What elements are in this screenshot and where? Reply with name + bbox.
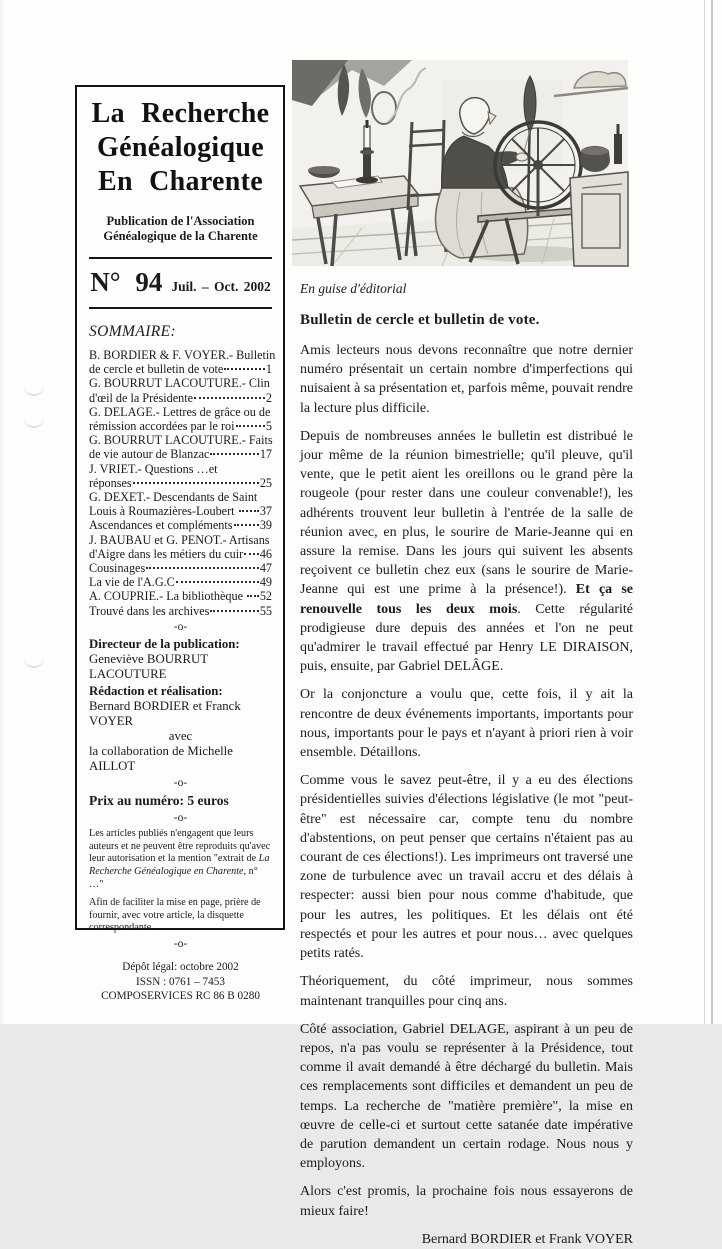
toc-line: B. BORDIER & F. VOYER.- Bulletin (89, 348, 276, 362)
editorial-paragraph: Amis lecteurs nous devons reconnaître que notre dernier numéro présentait un certain nombre d'imperfections qui nuisaient à sa présentation et, parfois même, pouvait rendre la lecture plus difficile. (300, 343, 633, 416)
toc-line: A. COUPRIE.- La bibliothèque 52 (89, 589, 272, 604)
hole-punch-mark (24, 650, 44, 668)
toc-page-number: 49 (259, 575, 272, 590)
depot-legal: Dépôt légal: octobre 2002 (122, 961, 239, 974)
toc-line: J. VRIET.- Questions …et (89, 461, 218, 476)
toc-line: rémission accordées par le roi 5 (89, 419, 272, 434)
toc-line: G. DELAGE.- Lettres de grâce ou de (89, 404, 271, 419)
redaction-names: Bernard BORDIER et Franck VOYER (89, 698, 241, 728)
director-label: Directeur de la publication: (89, 636, 240, 651)
section-separator: -o- (173, 938, 188, 951)
scan-right-edge (704, 0, 705, 1024)
toc-line: J. BAUBAU et G. PENOT.- Artisans (89, 532, 270, 547)
toc-line: Louis à Roumazières-Loubert 37 (89, 504, 272, 519)
scan-left-edge (0, 0, 3, 1024)
diskette-note: Afin de faciliter la mise en page, prière de fournir, avec votre article, la disquette correspondante. (89, 896, 261, 934)
editorial-headline: Bulletin de cercle et bulletin de vote. (300, 312, 540, 328)
toc-line: d'œil de la Présidente 2 (89, 390, 272, 405)
divider (89, 307, 272, 309)
journal-subtitle: Publication de l'Association Généalogique de la Charente (103, 214, 258, 243)
journal-title (89, 97, 272, 199)
toc-page-number: 5 (265, 419, 272, 434)
toc-dot-leader (234, 524, 259, 526)
toc-dot-leader (194, 397, 265, 399)
toc-page-number: 17 (259, 447, 272, 462)
editorial-illustration (292, 60, 628, 266)
redaction-label: Rédaction et réalisation: (89, 683, 223, 698)
hole-punch-mark (24, 410, 44, 428)
toc-dot-leader (133, 482, 259, 484)
toc-dot-leader (210, 453, 258, 455)
legal-notice: Les articles publiés n'engagent que leurs auteurs et ne peuvent être reproduits qu'avec leur autorisation et la mention "extrait de La Recherche Généalogique en Charente, n° …" (89, 827, 271, 891)
sommaire-list (89, 348, 276, 618)
toc-dot-leader (146, 567, 259, 569)
toc-line: G. BOURRUT LACOUTURE.- Faits (89, 433, 273, 448)
toc-line: réponses 25 (89, 475, 272, 490)
director-name: Geneviève BOURRUT LACOUTURE (89, 651, 208, 681)
redaction-avec: avec (168, 728, 193, 743)
section-separator: -o- (173, 811, 188, 824)
compo: COMPOSERVICES RC 86 B 0280 (101, 990, 260, 1003)
toc-dot-leader (247, 595, 259, 597)
price-line: Prix au numéro: 5 euros (89, 792, 229, 808)
toc-dot-leader (244, 553, 259, 555)
toc-line: G. BOURRUT LACOUTURE.- Clin (89, 376, 270, 391)
issn: ISSN : 0761 – 7453 (136, 975, 225, 988)
section-separator: -o- (173, 776, 188, 789)
editorial-paragraph: Comme vous le savez peut-être, il y a eu des élections présidentielles suivies d'élections législative (le mot "peut-être" est nécessaire car, compte tenu du nombre d'abstentions, on peut penser que certains n'étaient pas au courant de ces élections!). Les imprimeurs ont traversé une zone de turbulence avec un travail accru et des délais à respecter: aussi bien pour nous comme d'habitude, que pour les autres, les politiques. Et les délais ont été respectés et pour les autres et pour nous… avec quelques petits ratés. (300, 773, 633, 962)
imprint-block (89, 960, 272, 1004)
spinning-wheel-engraving (292, 60, 628, 266)
toc-page-number: 46 (259, 546, 272, 561)
journal-title-line: En Charente (97, 166, 263, 197)
editorial-paragraph: Alors c'est promis, la prochaine fois nous essayerons de mieux faire! (300, 1184, 633, 1219)
toc-dot-leader (224, 368, 265, 370)
divider (89, 257, 272, 259)
editorial-paragraph: Or la conjoncture a voulu que, cette fois, il y ait la rencontre de deux événements importants, importants pour nous, importants pour le pays et n'ayant à priori rien à voir ensemble. Détaillons. (300, 687, 633, 761)
hole-punch-mark (24, 378, 44, 396)
toc-page-number: 37 (259, 504, 272, 519)
editorial-paragraph: Depuis de nombreuses années le bulletin est distribué le jour même de la réunion bimestrielle; qu'il pleuve, qu'il vente, que le petit aient les oreillons ou le grand père la rougeole (pour rester dans une couleur convenable!), les adhérents trouvent leur bulletin à l'entrée de la salle de réunion avec, en plus, le sourire de Marie-Jeanne qui en assure la remise. Dans les jours qui suivent les absents reçoivent ce bulletin chez eux (sans le sourire de Marie-Jeanne qui est une prime à la présence!). Et ça se renouvelle tous les deux mois. Cette régularité prodigieuse dure depuis des années et l'on ne peut qu'admirer le travail effectué par Henry LE DIRAISON, puis, ensuite, par Gabriel DELÂGE. (300, 428, 633, 675)
toc-dot-leader (210, 610, 258, 612)
toc-line: Trouvé dans les archives 55 (89, 603, 272, 618)
toc-dot-leader (236, 425, 265, 427)
issue-date: Juil. – Oct. 2002 (171, 279, 271, 294)
editorial-signature: Bernard BORDIER et Frank VOYER (421, 1231, 633, 1247)
journal-title-line: Généalogique (97, 132, 264, 163)
toc-page-number: 39 (259, 518, 272, 533)
toc-page-number: 47 (259, 561, 272, 576)
sommaire-heading: SOMMAIRE: (89, 323, 177, 340)
section-separator: -o- (173, 620, 188, 633)
issue-number: N° 94 (90, 267, 163, 297)
toc-page-number: 1 (265, 362, 272, 377)
journal-title-line: La Recherche (91, 98, 270, 129)
journal-name-italic: La Recherche Généalogique en Charente (89, 853, 270, 878)
toc-line: Ascendances et compléments 39 (89, 518, 272, 533)
toc-line: de cercle et bulletin de vote 1 (89, 362, 272, 377)
editorial-paragraph: Côté association, Gabriel DELAGE, aspirant à un peu de repos, n'a pas voulu se représenter à la Présidence, tout comme il avait demandé à être déchargé du bulletin. Mais ces remplacements sont difficiles et demandent un peu de temps. La recherche de "matière première", la mise en œuvre de celle-ci et surtout cette satanée date impérative de parution demandent un certain rodage. Nous nous y employons. (300, 1021, 633, 1172)
issue-line (89, 267, 272, 298)
toc-line: La vie de l'A.G.C 49 (89, 575, 272, 590)
editorial-column (300, 281, 633, 1249)
toc-line: de vie autour de Blanzac 17 (89, 447, 272, 462)
toc-line: Cousinages 47 (89, 561, 272, 576)
toc-page-number: 52 (259, 589, 272, 604)
masthead-box (75, 85, 285, 1003)
toc-line: G. DEXET.- Descendants de Saint (89, 490, 258, 505)
toc-dot-leader (176, 581, 259, 583)
editorial-body (300, 341, 633, 1221)
toc-page-number: 25 (259, 475, 272, 490)
editorial-kicker: En guise d'éditorial (300, 281, 407, 296)
toc-page-number: 2 (265, 390, 272, 405)
toc-page-number: 55 (259, 603, 272, 618)
toc-dot-leader (239, 510, 259, 512)
scan-right-edge (711, 0, 713, 1024)
editorial-paragraph: Théoriquement, du côté imprimeur, nous sommes maintenant tranquilles pour cinq ans. (300, 974, 633, 1009)
redaction-collab: la collaboration de Michelle AILLOT (89, 743, 233, 773)
toc-line: d'Aigre dans les métiers du cuir 46 (89, 546, 272, 561)
